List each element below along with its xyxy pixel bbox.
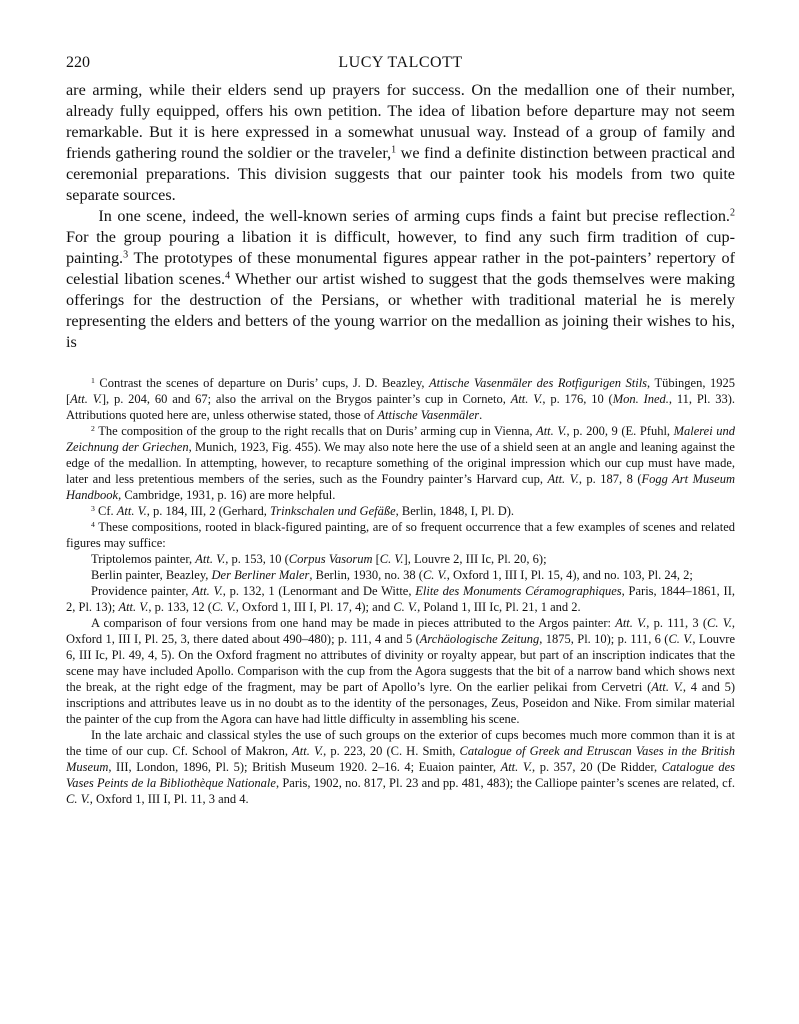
- page-number: 220: [66, 54, 90, 71]
- footnote-ref-3: 3: [123, 249, 129, 261]
- running-title: LUCY TALCOTT: [338, 54, 463, 71]
- body-paragraph-2: In one scene, indeed, the well-known series of arming cups finds a faint but precise reflection.$^2$ For the group pouring a libation it is difficult, however, to find any such firm tradition of cup-painting.$^3$ The prototypes of these monumental figures appear rather in the pot-painters’ repertory of celestial libation scenes.$^4$ Whether our artist wished to suggest that the gods themselves were making offerings for the destruction of the Persians, or whether with traditional material he is merely representing the elders and betters of the young warrior on the medallion as joining their wishes to his, is: [66, 207, 736, 351]
- main-text: [66, 80, 735, 353]
- footnote-1: $^1$ Contrast the scenes of departure on Duris’ cups, J. D. Beazley, Attische Vasenmäler des Rotfigurigen Stils, Tübingen, 1925 [Att. V.], p. 204, 60 and 67; also the arrival on the Brygos painter’s cup in Corneto, Att. V., p. 176, 10 (Mon. Ined., 11, Pl. 33). Attributions quoted here are, unless otherwise stated, those of Attische Vasenmäler.: [66, 375, 736, 422]
- footnotes: [66, 375, 735, 807]
- footnote-ref-1: 1: [391, 144, 397, 156]
- footnote-4-late-archaic: In the late archaic and classical styles the use of such groups on the exterior of cups becomes much more common than it is at the time of our cup. Cf. School of Makron, Att. V., p. 223, 20 (C. H. Smith, Catalogue of Greek and Etruscan Vases in the British Museum, III, London, 1896, Pl. 5); British Museum 1920. 2–16. 4; Euaion painter, Att. V., p. 357, 20 (De Ridder, Catalogue des Vases Peints de la Bibliothèque Nationale, Paris, 1902, no. 817, Pl. 23 and pp. 481, 483); the Calliope painter’s scenes are related, cf. C. V., Oxford 1, III I, Pl. 11, 3 and 4.: [66, 728, 736, 806]
- page-header: [66, 54, 735, 80]
- footnote-ref-4: 4: [225, 270, 231, 282]
- footnote-ref-2: 2: [729, 207, 735, 219]
- footnote-mark: 3: [91, 503, 95, 513]
- body-paragraph-1: are arming, while their elders send up prayers for success. On the medallion one of their number, already fully equipped, offers his own petition. The idea of libation before departure may not seem remarkable. But it is here expressed in a somewhat unusual way. Instead of a group of family and friends gathering round the soldier or the traveler,$^1$ we find a definite distinction between practical and ceremonial preparations. This division suggests that our painter took his models from two quite separate sources.: [66, 81, 735, 204]
- footnote-4-triptolemos: Triptolemos painter, Att. V., p. 153, 10 (Corpus Vasorum [C. V.], Louvre 2, III Ic, Pl. 20, 6);: [91, 552, 547, 566]
- footnote-2: $^2$ The composition of the group to the right recalls that on Duris’ arming cup in Vienna, Att. V., p. 200, 9 (E. Pfuhl, Malerei und Zeichnung der Griechen, Munich, 1923, Fig. 455). We may also note here the use of a shield seen at an angle and leaning against the edge of the medallion. In attempting, however, to recapture something of the original impression which our cup must have made, later and less pretentious members of the series, such as the Foundry painter’s Harvard cup, Att. V., p. 187, 8 (Fogg Art Museum Handbook, Cambridge, 1931, p. 16) are more helpful.: [66, 423, 736, 502]
- footnote-3: $^3$ Cf. Att. V., p. 184, III, 2 (Gerhard, Trinkschalen und Gefäße, Berlin, 1848, I, Pl. D).: [91, 503, 515, 518]
- page: [66, 54, 735, 807]
- footnote-4: $^4$ These compositions, rooted in black-figured painting, are of so frequent occurrence that a few examples of scenes and related figures may suffice:: [66, 519, 735, 550]
- footnote-mark: 4: [91, 519, 95, 529]
- footnote-4-argos: A comparison of four versions from one hand may be made in pieces attributed to the Argos painter: Att. V., p. 111, 3 (C. V., Oxford 1, III I, Pl. 25, 3, there dated about 490–480); p. 111, 4 and 5 (Archäologische Zeitung, 1875, Pl. 10); p. 111, 6 (C. V., Louvre 6, III Ic, Pl. 49, 4, 5). On the Oxford fragment no attributes of divinity or royalty appear, but part of an inscription indicates that the scene may have included Apollo. Comparison with the cup from the Agora suggests that the bit of a narrow band which shows next the break, at the right edge of the fragment, may be part of Apollo’s lyre. On the earlier pelikai from Cervetri (Att. V., 4 and 5) inscriptions and attributes leave us in no doubt as to the identity of the personages, Zeus, Poseidon and Nike. From similar material the painter of the cup from the Agora can have had little difficulty in assembling his scene.: [66, 616, 735, 726]
- footnote-mark: 2: [91, 423, 95, 433]
- footnote-mark: 1: [91, 375, 95, 385]
- footnote-4-providence: Providence painter, Att. V., p. 132, 1 (Lenormant and De Witte, Elite des Monuments Céramographiques, Paris, 1844–1861, II, 2, Pl. 13); Att. V., p. 133, 12 (C. V., Oxford 1, III I, Pl. 17, 4); and C. V., Poland 1, III Ic, Pl. 21, 1 and 2.: [66, 584, 736, 614]
- footnote-4-berlin: Berlin painter, Beazley, Der Berliner Maler, Berlin, 1930, no. 38 (C. V., Oxford 1, III I, Pl. 15, 4), and no. 103, Pl. 24, 2;: [91, 568, 693, 582]
